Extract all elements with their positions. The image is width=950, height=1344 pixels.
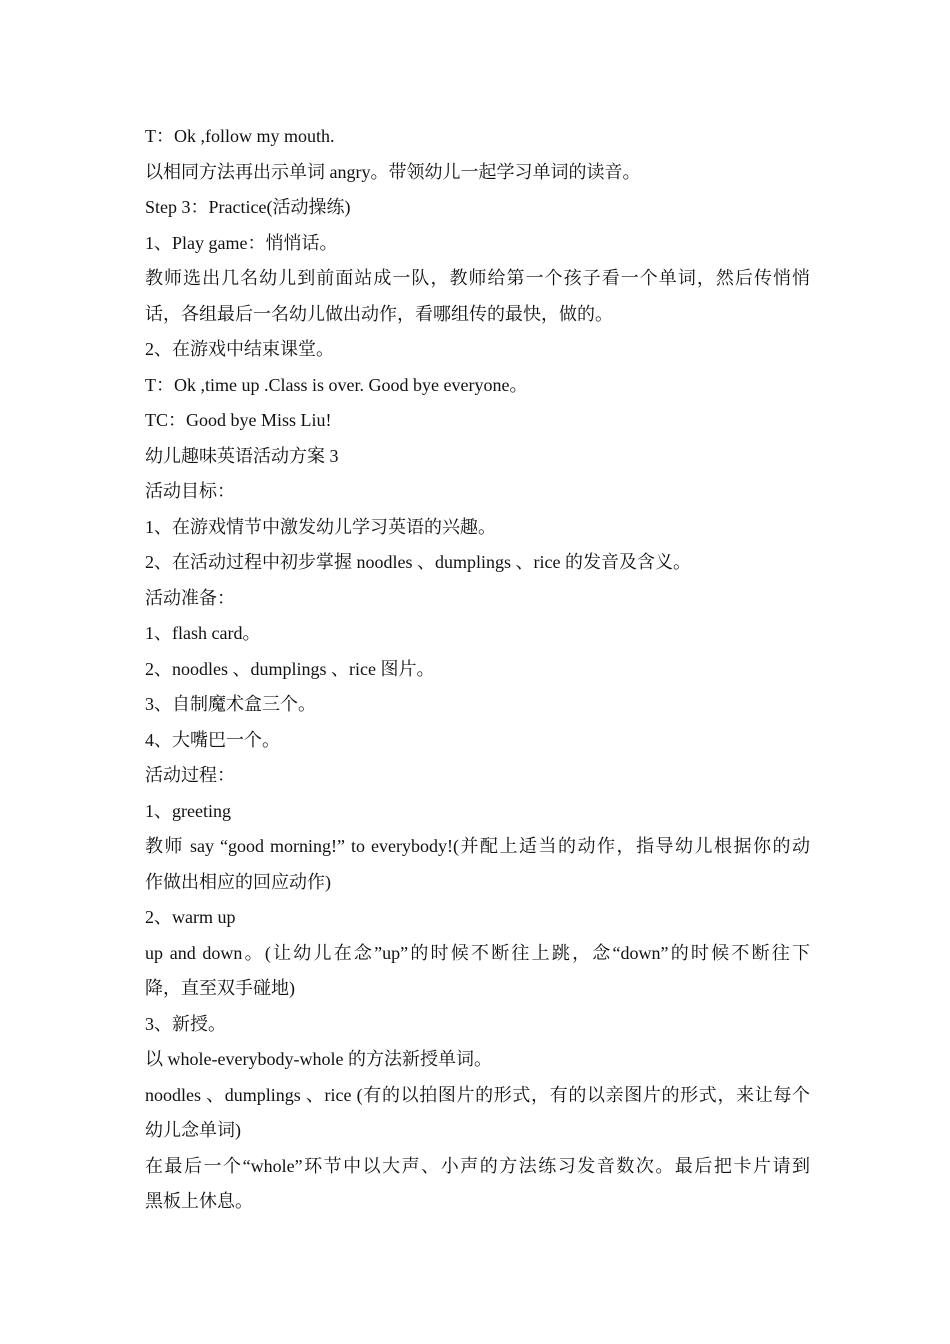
text-line: T：Ok ,time up .Class is over. Good bye everyone。 — [145, 374, 528, 395]
text-line: 1、flash card。 — [145, 623, 261, 643]
text-line: 4、大嘴巴一个。 — [145, 729, 280, 750]
text-line: 2、在活动过程中初步掌握 noodles 、dumplings 、rice 的发音及含义。 — [145, 552, 691, 572]
text-line: 在最后一个“whole”环节中以大声、小声的方法练习发音数次。最后把卡片请到 — [145, 1155, 810, 1176]
text-line: 幼儿念单词) — [145, 1120, 241, 1140]
document-body — [145, 119, 810, 1220]
text-line: 2、noodles 、dumplings 、rice 图片。 — [145, 658, 435, 679]
text-line: 作做出相应的回应动作) — [145, 871, 331, 892]
text-line: TC：Good bye Miss Liu! — [145, 410, 332, 430]
text-line: 教师选出几名幼儿到前面站成一队，教师给第一个孩子看一个单词，然后传悄悄 — [145, 268, 810, 288]
text-line: 2、warm up — [145, 907, 236, 927]
text-line: noodles 、dumplings 、rice (有的以拍图片的形式，有的以亲图片的形式，来让每个 — [145, 1084, 810, 1105]
text-line: 1、在游戏情节中激发幼儿学习英语的兴趣。 — [145, 516, 496, 537]
text-line: 以 whole-everybody-whole 的方法新授单词。 — [145, 1049, 492, 1069]
text-line: 以相同方法再出示单词 angry。带领幼儿一起学习单词的读音。 — [145, 161, 641, 182]
text-line: 3、自制魔术盒三个。 — [145, 694, 316, 714]
text-line: 3、新授。 — [145, 1013, 226, 1034]
text-line: T：Ok ,follow my mouth. — [145, 126, 335, 146]
text-line: 1、Play game：悄悄话。 — [145, 232, 338, 253]
text-line: 黑板上休息。 — [145, 1191, 253, 1211]
text-line: 活动目标： — [145, 481, 235, 501]
text-line: 2、在游戏中结束课堂。 — [145, 339, 334, 359]
text-line: 活动准备： — [145, 587, 235, 608]
text-line: 活动过程： — [145, 765, 235, 785]
text-line: up and down。(让幼儿在念”up”的时候不断往上跳，念“down”的时候不断往下 — [145, 942, 810, 963]
text-line: 教师 say “good morning!” to everybody!(并配上适当的动作，指导幼儿根据你的动 — [145, 836, 810, 856]
text-line: 1、greeting — [145, 800, 231, 821]
text-line: 幼儿趣味英语活动方案 3 — [145, 445, 339, 466]
text-line: Step 3：Practice(活动操练) — [145, 197, 351, 217]
text-line: 降，直至双手碰地) — [145, 978, 295, 998]
text-line: 话，各组最后一名幼儿做出动作，看哪组传的最快，做的。 — [145, 303, 613, 324]
